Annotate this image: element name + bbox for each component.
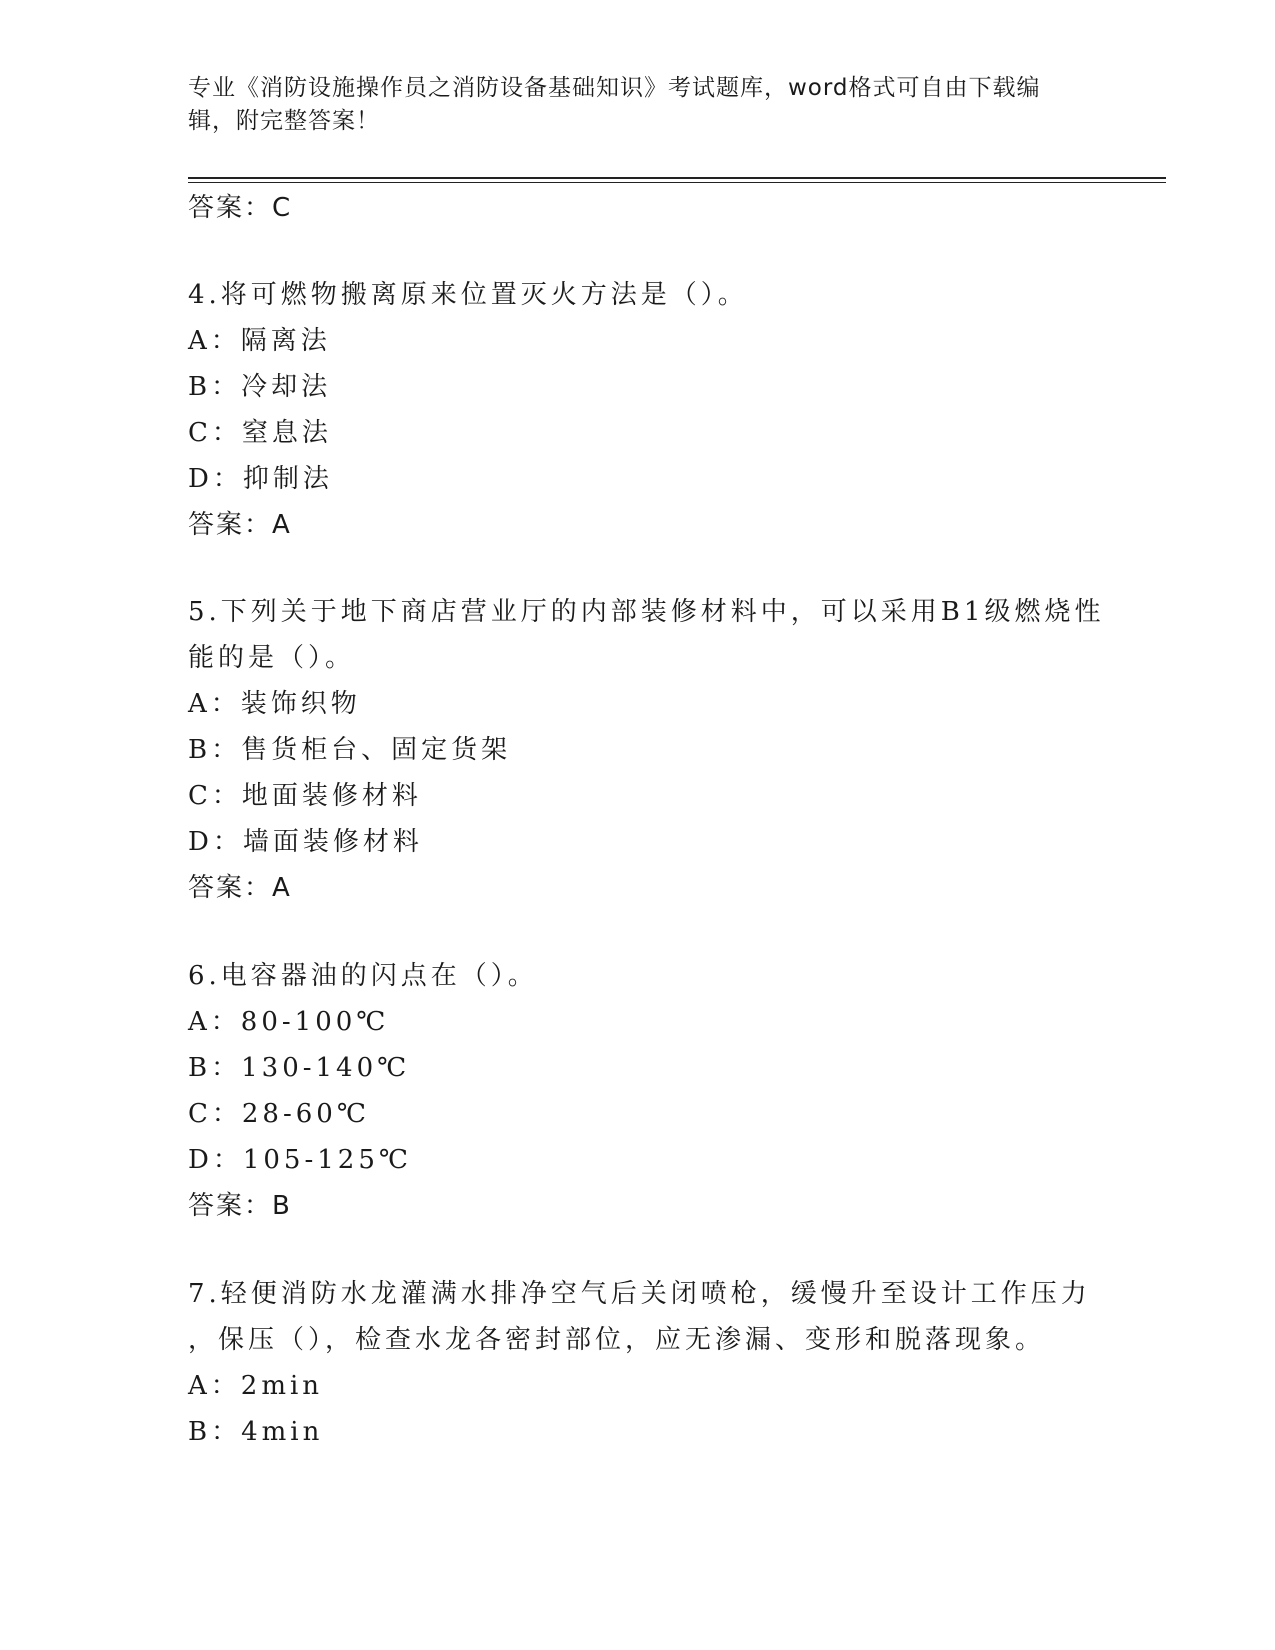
header-line-1: 专业《消防设施操作员之消防设备基础知识》考试题库，word格式可自由下载编 xyxy=(188,75,1041,101)
option-d: D：105-125℃ xyxy=(188,1145,412,1175)
option-d: D：墙面装修材料 xyxy=(188,827,423,857)
option-a: A：80-100℃ xyxy=(188,1007,390,1037)
question-stem-line-2: ，保压（），检查水龙各密封部位，应无渗漏、变形和脱落现象。 xyxy=(188,1325,1046,1355)
header-line-2: 辑，附完整答案！ xyxy=(188,108,380,134)
option-b: B：售货柜台、固定货架 xyxy=(188,735,512,765)
document-header xyxy=(188,72,1088,138)
option-b: B：冷却法 xyxy=(188,372,332,402)
option-c: C：窒息法 xyxy=(188,418,332,448)
question-stem-line-1: 5.下列关于地下商店营业厅的内部装修材料中，可以采用B1级燃烧性 xyxy=(188,597,1105,627)
option-b: B：130-140℃ xyxy=(188,1053,411,1083)
question-stem: 6.电容器油的闪点在（）。 xyxy=(188,961,538,991)
header-divider-thick xyxy=(188,177,1166,179)
option-b: B：4min xyxy=(188,1417,324,1447)
option-c: C：28-60℃ xyxy=(188,1099,370,1129)
question-stem-line-2: 能的是（）。 xyxy=(188,643,356,673)
option-a: A：隔离法 xyxy=(188,326,331,356)
question-stem-line-1: 7.轻便消防水龙灌满水排净空气后关闭喷枪，缓慢升至设计工作压力 xyxy=(188,1279,1091,1309)
question-5 xyxy=(188,589,1148,911)
prev-question-answer-block xyxy=(188,185,1148,231)
option-a: A：装饰织物 xyxy=(188,689,361,719)
option-a: A：2min xyxy=(188,1371,324,1401)
question-stem: 4.将可燃物搬离原来位置灭火方法是（）。 xyxy=(188,280,748,310)
question-7 xyxy=(188,1271,1148,1455)
answer-label: 答案：A xyxy=(188,510,292,540)
answer-label: 答案：B xyxy=(188,1191,292,1221)
option-c: C：地面装修材料 xyxy=(188,781,422,811)
option-d: D：抑制法 xyxy=(188,464,333,494)
answer-label: 答案：A xyxy=(188,873,292,903)
question-6 xyxy=(188,953,1148,1229)
question-4 xyxy=(188,272,1148,548)
answer-label: 答案：C xyxy=(188,193,293,223)
header-divider-thin xyxy=(188,182,1166,183)
